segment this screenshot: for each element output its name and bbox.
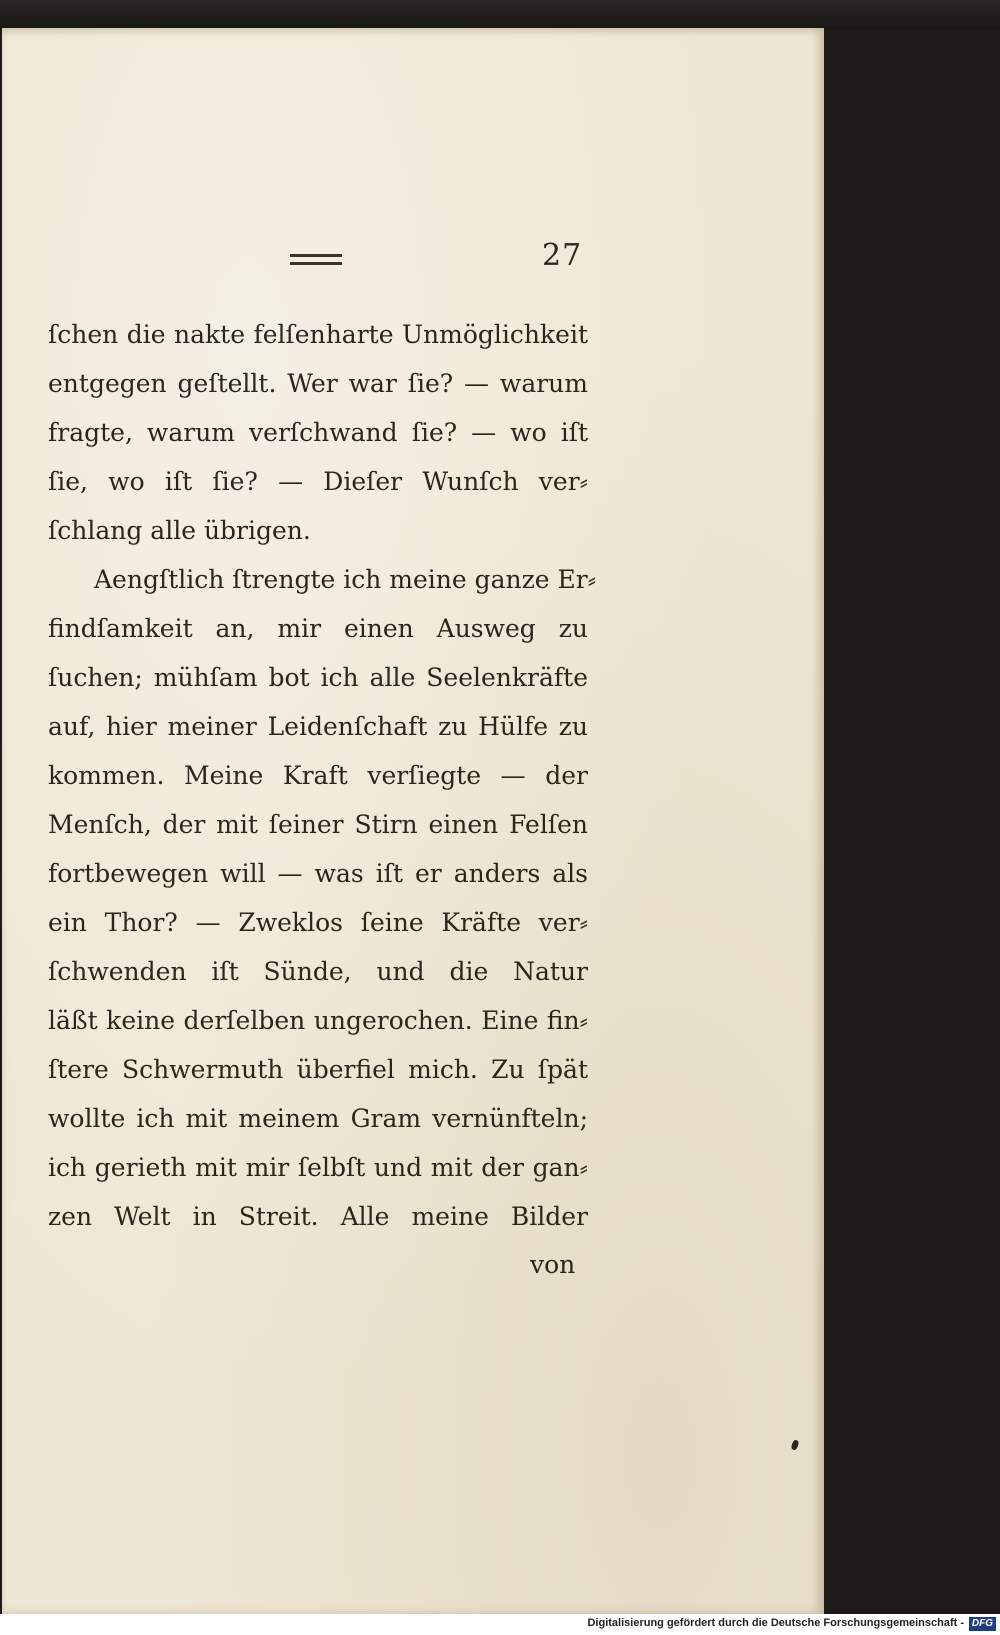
body-text [48,310,597,1241]
funding-notice: Digitalisierung gefördert durch die Deutsche Forschungsgemeinschaft - [587,1617,964,1629]
text-line: ſchwenden iſt Sünde, und die Natur [48,957,588,986]
text-line: ſtere Schwermuth überfiel mich. Zu ſpät [48,1055,588,1084]
page-number: 27 [542,238,583,273]
text-line: ſchlang alle übrigen. [48,516,311,545]
text-line: auf, hier meiner Leidenſchaft zu Hülfe zu [48,712,588,741]
text-line: Aengſtlich ſtrengte ich meine ganze Er⸗ [94,565,597,594]
text-line: kommen. Meine Kraft verſiegte — der [48,761,588,790]
dfg-logo-icon: DFG [969,1617,996,1631]
text-line: findſamkeit an, mir einen Ausweg zu [48,614,588,643]
ink-mark [790,1439,799,1450]
text-line: ſchen die nakte felſenharte Unmöglichkeit [48,320,588,349]
text-line: läßt keine derſelben ungerochen. Eine fin⸗ [48,1006,588,1035]
text-line: fragte, warum verſchwand ſie? — wo iſt [48,418,588,447]
text-line: ich gerieth mit mir ſelbſt und mit der gan⸗ [48,1153,588,1182]
scan-border [0,0,1000,30]
text-line: ſuchen; mühſam bot ich alle Seelenkräfte [48,663,588,692]
text-line: ſie, wo iſt ſie? — Dieſer Wunſch ver⸗ [48,467,588,496]
text-line: fortbewegen will — was iſt er anders als [48,859,588,888]
book-page [2,28,824,1614]
text-line: Menſch, der mit ſeiner Stirn einen Felſen [48,810,588,839]
text-line: entgegen geſtellt. Wer war ſie? — warum [48,369,588,398]
text-line: ein Thor? — Zweklos ſeine Kräfte ver⸗ [48,908,588,937]
text-line: zen Welt in Streit. Alle meine Bilder [48,1202,588,1231]
catchword: von [530,1250,576,1279]
text-line: wollte ich mit meinem Gram vernünfteln; [48,1104,588,1133]
digitization-footer [0,1614,1000,1635]
header-double-rule [290,254,342,265]
